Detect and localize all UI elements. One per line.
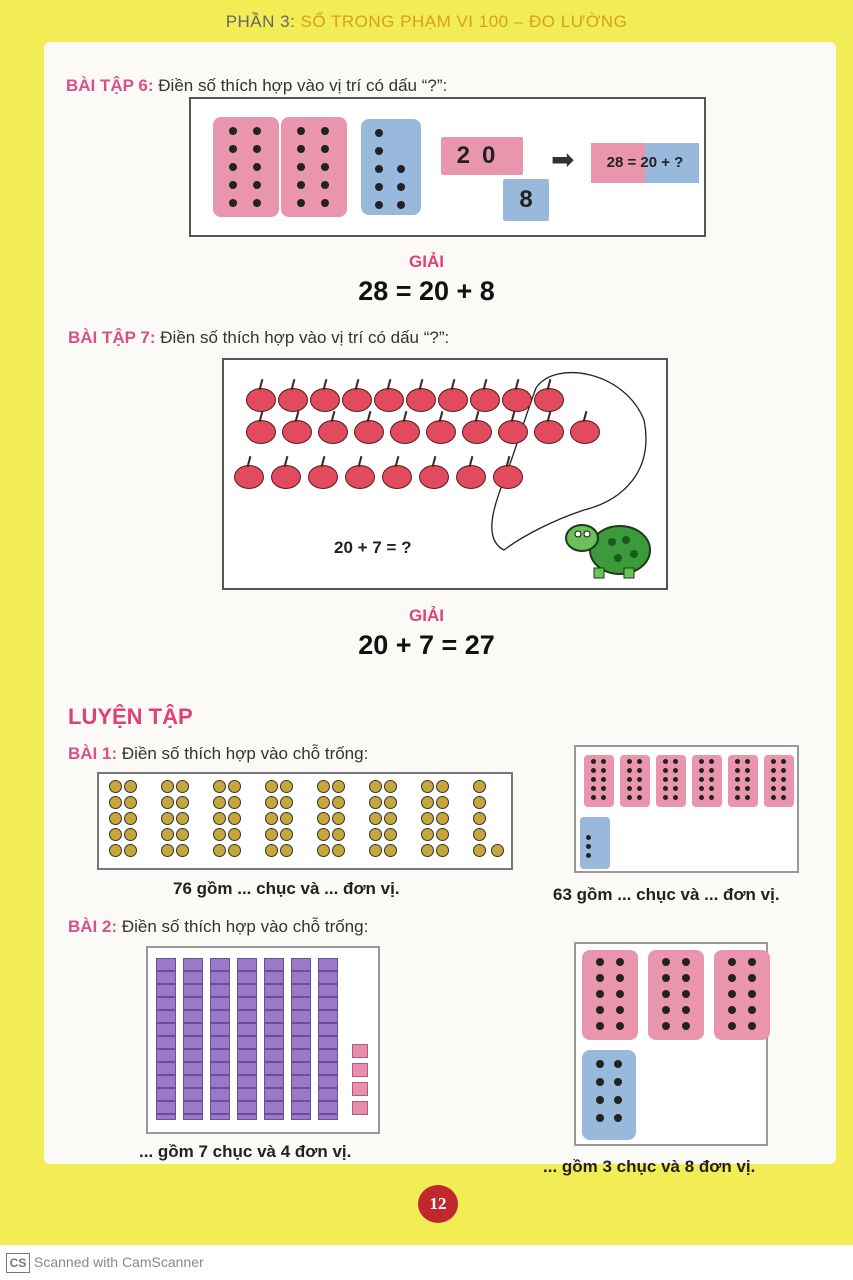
ones-card xyxy=(580,817,610,869)
ten-card xyxy=(213,117,279,217)
cherry-icon xyxy=(354,420,384,444)
dot xyxy=(682,974,690,982)
cherry-icon xyxy=(462,420,492,444)
dot xyxy=(682,1022,690,1030)
b2-caption-right: ... gồm 3 chục và 8 đơn vị. xyxy=(543,1157,756,1176)
coin-icon xyxy=(228,780,241,793)
cherry-icon xyxy=(271,465,301,489)
dot xyxy=(709,768,714,773)
dot xyxy=(596,990,604,998)
dot xyxy=(662,990,670,998)
coin-icon xyxy=(109,812,122,825)
cherry-icon xyxy=(278,388,308,412)
ten-card xyxy=(281,117,347,217)
dot xyxy=(735,795,740,800)
turtle-icon xyxy=(554,512,654,582)
ten-rod xyxy=(264,958,284,1120)
cherry-icon xyxy=(534,420,564,444)
coin-icon xyxy=(265,844,278,857)
dot xyxy=(586,844,591,849)
header-prefix: PHẦN 3: xyxy=(225,12,301,31)
coin-icon xyxy=(280,844,293,857)
coin-icon xyxy=(421,844,434,857)
coin-icon xyxy=(317,828,330,841)
coin-icon xyxy=(317,812,330,825)
cherry-icon xyxy=(470,388,500,412)
dot xyxy=(601,786,606,791)
dot xyxy=(586,853,591,858)
coin-icon xyxy=(176,780,189,793)
ex7-solution-label: GIẢI xyxy=(409,606,444,625)
dot xyxy=(627,759,632,764)
coin-icon xyxy=(369,828,382,841)
dot xyxy=(627,777,632,782)
coin-icon xyxy=(332,812,345,825)
coin-icon xyxy=(421,780,434,793)
coin-icon xyxy=(317,796,330,809)
dot xyxy=(596,1006,604,1014)
coin-icon xyxy=(213,780,226,793)
dot xyxy=(745,795,750,800)
dot xyxy=(627,768,632,773)
coin-icon xyxy=(161,796,174,809)
cherry-icon xyxy=(406,388,436,412)
dot xyxy=(682,958,690,966)
tens-number-card: 20 xyxy=(441,137,523,175)
dot xyxy=(745,768,750,773)
dot xyxy=(627,795,632,800)
ten-rod xyxy=(210,958,230,1120)
ten-card xyxy=(620,755,650,807)
coin-icon xyxy=(384,812,397,825)
dot xyxy=(627,786,632,791)
dot xyxy=(771,768,776,773)
coin-icon xyxy=(384,780,397,793)
dot xyxy=(663,759,668,764)
dot xyxy=(728,958,736,966)
coin-icon xyxy=(124,780,137,793)
dot xyxy=(699,795,704,800)
coin-icon xyxy=(332,780,345,793)
dot xyxy=(601,777,606,782)
coin-icon xyxy=(473,812,486,825)
dot xyxy=(596,1096,604,1104)
dot xyxy=(699,786,704,791)
camscanner-logo-icon: CS xyxy=(6,1253,30,1273)
dot xyxy=(735,759,740,764)
cherry-icon xyxy=(234,465,264,489)
unit-cube xyxy=(352,1044,368,1058)
dot xyxy=(596,958,604,966)
dot xyxy=(637,795,642,800)
dot xyxy=(673,786,678,791)
cherry-icon xyxy=(246,388,276,412)
b1-caption-left: 76 gồm ... chục và ... đơn vị. xyxy=(173,879,400,898)
cherry-icon xyxy=(419,465,449,489)
coin-icon xyxy=(213,828,226,841)
dot xyxy=(699,777,704,782)
arrow-right-icon: ➡ xyxy=(551,144,575,175)
dot xyxy=(591,759,596,764)
dot xyxy=(591,777,596,782)
coin-icon xyxy=(109,828,122,841)
ones-number-card: 8 xyxy=(503,179,549,221)
page-header xyxy=(0,12,853,32)
coin-icon xyxy=(369,844,382,857)
coin-icon xyxy=(436,812,449,825)
ex7-figure xyxy=(222,358,668,590)
dot xyxy=(637,768,642,773)
cherry-icon xyxy=(342,388,372,412)
dot xyxy=(663,786,668,791)
ex7-instruction: Điền số thích hợp vào vị trí có dấu “?”: xyxy=(160,328,450,347)
dot xyxy=(601,759,606,764)
coin-icon xyxy=(109,796,122,809)
coin-icon xyxy=(436,780,449,793)
coin-icon xyxy=(473,796,486,809)
cherry-icon xyxy=(345,465,375,489)
coin-icon xyxy=(109,844,122,857)
coin-icon xyxy=(228,844,241,857)
coin-icon xyxy=(176,812,189,825)
coin-icon xyxy=(436,844,449,857)
dot xyxy=(748,958,756,966)
coin-icon xyxy=(317,844,330,857)
cherry-icon xyxy=(570,420,600,444)
ex6-solution-label: GIẢI xyxy=(409,252,444,271)
dot xyxy=(663,795,668,800)
dot xyxy=(735,786,740,791)
dot xyxy=(709,777,714,782)
coin-icon xyxy=(161,828,174,841)
cherry-icon xyxy=(310,388,340,412)
dot xyxy=(591,768,596,773)
coin-icon xyxy=(176,844,189,857)
b2-instruction: Điền số thích hợp vào chỗ trống: xyxy=(121,917,369,936)
coin-icon xyxy=(124,812,137,825)
coin-icon xyxy=(124,828,137,841)
dot xyxy=(709,786,714,791)
cherry-icon xyxy=(374,388,404,412)
dot xyxy=(699,768,704,773)
cherry-icon xyxy=(246,420,276,444)
coin-icon xyxy=(161,812,174,825)
coin-icon xyxy=(436,796,449,809)
coin-icon xyxy=(213,812,226,825)
dot xyxy=(616,974,624,982)
dot xyxy=(709,759,714,764)
coin-icon xyxy=(228,796,241,809)
dot xyxy=(748,974,756,982)
ten-card xyxy=(582,950,638,1040)
ex6-heading xyxy=(66,76,447,96)
dot xyxy=(735,777,740,782)
cherry-icon xyxy=(390,420,420,444)
coin-icon xyxy=(228,812,241,825)
dot xyxy=(614,1114,622,1122)
b2-caption-left: ... gồm 7 chục và 4 đơn vị. xyxy=(139,1142,352,1161)
dot xyxy=(596,974,604,982)
dot xyxy=(596,1022,604,1030)
dot xyxy=(673,795,678,800)
header-title: SỐ TRONG PHẠM VI 100 – ĐO LƯỜNG xyxy=(300,12,628,31)
dot xyxy=(745,759,750,764)
dot xyxy=(748,1006,756,1014)
coin-icon xyxy=(421,796,434,809)
cherry-icon xyxy=(498,420,528,444)
dot xyxy=(771,786,776,791)
coin-icon xyxy=(317,780,330,793)
ten-card xyxy=(656,755,686,807)
dot xyxy=(781,759,786,764)
dot xyxy=(709,795,714,800)
dot xyxy=(781,768,786,773)
cherry-icon xyxy=(282,420,312,444)
coin-icon xyxy=(369,780,382,793)
cherry-icon xyxy=(438,388,468,412)
b1-instruction: Điền số thích hợp vào chỗ trống: xyxy=(121,744,369,763)
coin-icon xyxy=(265,796,278,809)
dot xyxy=(596,1078,604,1086)
ex6-figure xyxy=(189,97,706,237)
dot xyxy=(601,795,606,800)
dot xyxy=(586,835,591,840)
ex7-question: 20 + 7 = ? xyxy=(334,538,412,557)
dot xyxy=(596,1060,604,1068)
coin-icon xyxy=(280,828,293,841)
coin-icon xyxy=(213,796,226,809)
dot xyxy=(781,795,786,800)
dot xyxy=(673,777,678,782)
dot xyxy=(637,777,642,782)
ten-rod xyxy=(156,958,176,1120)
ten-card xyxy=(648,950,704,1040)
coin-icon xyxy=(265,812,278,825)
coin-icon xyxy=(384,828,397,841)
ten-card xyxy=(714,950,770,1040)
coin-icon xyxy=(332,828,345,841)
dot xyxy=(616,990,624,998)
dot xyxy=(682,990,690,998)
coin-icon xyxy=(280,780,293,793)
b1-caption-right: 63 gồm ... chục và ... đơn vị. xyxy=(553,885,780,904)
ten-card xyxy=(764,755,794,807)
dot xyxy=(662,974,670,982)
coin-icon xyxy=(369,796,382,809)
unit-cube xyxy=(352,1082,368,1096)
ones-card xyxy=(582,1050,636,1140)
dot xyxy=(663,768,668,773)
b1-coins-figure xyxy=(97,772,513,870)
coin-icon xyxy=(161,844,174,857)
dot xyxy=(781,786,786,791)
coin-icon xyxy=(265,780,278,793)
cherry-icon xyxy=(456,465,486,489)
dot xyxy=(728,1022,736,1030)
dot xyxy=(591,786,596,791)
dot xyxy=(745,786,750,791)
ten-rod xyxy=(291,958,311,1120)
ten-card xyxy=(692,755,722,807)
b1-cards-figure xyxy=(574,745,799,873)
ten-rod xyxy=(183,958,203,1120)
dot xyxy=(781,777,786,782)
coin-icon xyxy=(161,780,174,793)
unit-cube xyxy=(352,1063,368,1077)
coin-icon xyxy=(265,828,278,841)
cherry-icon xyxy=(318,420,348,444)
coin-icon xyxy=(332,844,345,857)
dot xyxy=(748,990,756,998)
dot xyxy=(637,786,642,791)
ones-card xyxy=(361,119,421,215)
ex7-heading xyxy=(68,328,449,348)
coin-icon xyxy=(109,780,122,793)
dot xyxy=(614,1078,622,1086)
coin-icon xyxy=(491,844,504,857)
b2-heading xyxy=(68,917,368,937)
unit-cube xyxy=(352,1101,368,1115)
dot xyxy=(771,777,776,782)
coin-icon xyxy=(421,812,434,825)
coin-icon xyxy=(228,828,241,841)
cherry-icon xyxy=(382,465,412,489)
coin-icon xyxy=(124,844,137,857)
coin-icon xyxy=(213,844,226,857)
dot xyxy=(728,990,736,998)
dot xyxy=(748,1022,756,1030)
dot xyxy=(616,1006,624,1014)
ex6-instruction: Điền số thích hợp vào vị trí có dấu “?”: xyxy=(158,76,448,95)
ex7-solution: 20 + 7 = 27 xyxy=(358,630,495,660)
coin-icon xyxy=(421,828,434,841)
coin-icon xyxy=(280,796,293,809)
dot xyxy=(682,1006,690,1014)
coin-icon xyxy=(280,812,293,825)
b2-blocks-figure xyxy=(146,946,380,1134)
coin-icon xyxy=(473,844,486,857)
dot xyxy=(663,777,668,782)
ex7-label: BÀI TẬP 7: xyxy=(68,328,156,347)
ten-rod xyxy=(237,958,257,1120)
dot xyxy=(735,768,740,773)
cherry-icon xyxy=(426,420,456,444)
dot xyxy=(601,768,606,773)
dot xyxy=(662,958,670,966)
ten-card xyxy=(728,755,758,807)
dot xyxy=(728,974,736,982)
practice-title: LUYỆN TẬP xyxy=(68,704,193,729)
ten-rod xyxy=(318,958,338,1120)
ten-card xyxy=(584,755,614,807)
dot xyxy=(662,1006,670,1014)
page-number: 12 xyxy=(418,1185,458,1223)
dot xyxy=(662,1022,670,1030)
dot xyxy=(616,958,624,966)
coin-icon xyxy=(176,796,189,809)
dot xyxy=(771,795,776,800)
dot xyxy=(614,1096,622,1104)
dot xyxy=(614,1060,622,1068)
cherry-icon xyxy=(502,388,532,412)
coin-icon xyxy=(473,828,486,841)
dot xyxy=(745,777,750,782)
cherry-icon xyxy=(493,465,523,489)
coin-icon xyxy=(384,796,397,809)
coin-icon xyxy=(384,844,397,857)
b1-label: BÀI 1: xyxy=(68,744,118,763)
footer-text: Scanned with CamScanner xyxy=(34,1254,204,1270)
coin-icon xyxy=(332,796,345,809)
cherry-icon xyxy=(308,465,338,489)
equation-card: 28 = 20 + ? xyxy=(591,143,699,183)
dot xyxy=(771,759,776,764)
dot xyxy=(728,1006,736,1014)
dot xyxy=(673,759,678,764)
b2-label: BÀI 2: xyxy=(68,917,118,936)
coin-icon xyxy=(436,828,449,841)
cherry-icon xyxy=(534,388,564,412)
dot xyxy=(596,1114,604,1122)
dot xyxy=(637,759,642,764)
b1-heading xyxy=(68,744,368,764)
ex6-solution: 28 = 20 + 8 xyxy=(358,276,495,306)
dot xyxy=(616,1022,624,1030)
ex6-label: BÀI TẬP 6: xyxy=(66,76,154,95)
coin-icon xyxy=(176,828,189,841)
b2-cards-figure xyxy=(574,942,768,1146)
dot xyxy=(591,795,596,800)
coin-icon xyxy=(369,812,382,825)
coin-icon xyxy=(473,780,486,793)
scanner-footer xyxy=(0,1245,853,1280)
coin-icon xyxy=(124,796,137,809)
dot xyxy=(699,759,704,764)
dot xyxy=(673,768,678,773)
